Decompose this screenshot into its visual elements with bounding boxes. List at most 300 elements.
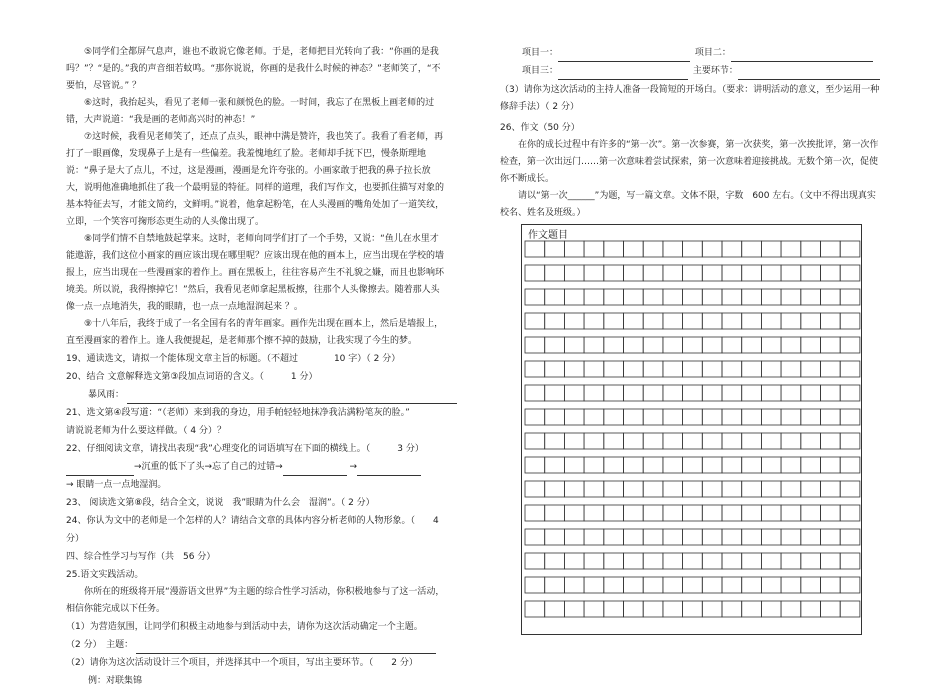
grid-cell[interactable] — [584, 361, 604, 377]
grid-cell[interactable] — [761, 241, 781, 257]
grid-cell[interactable] — [624, 481, 644, 497]
grid-cell[interactable] — [525, 385, 545, 401]
grid-cell[interactable] — [643, 337, 663, 353]
grid-cell[interactable] — [840, 553, 860, 569]
grid-cell[interactable] — [683, 457, 703, 473]
grid-cell[interactable] — [683, 409, 703, 425]
grid-cell[interactable] — [821, 361, 841, 377]
grid-cell[interactable] — [801, 409, 821, 425]
grid-cell[interactable] — [525, 601, 545, 617]
grid-cell[interactable] — [742, 385, 762, 401]
grid-cell[interactable] — [643, 553, 663, 569]
grid-cell[interactable] — [663, 505, 683, 521]
grid-cell[interactable] — [584, 337, 604, 353]
grid-cell[interactable] — [761, 313, 781, 329]
grid-cell[interactable] — [781, 241, 801, 257]
grid-cell[interactable] — [564, 385, 584, 401]
grid-cell[interactable] — [643, 577, 663, 593]
grid-cell[interactable] — [742, 577, 762, 593]
grid-cell[interactable] — [821, 385, 841, 401]
grid-cell[interactable] — [840, 241, 860, 257]
grid-cell[interactable] — [604, 505, 624, 521]
grid-cell[interactable] — [545, 553, 565, 569]
grid-cell[interactable] — [564, 241, 584, 257]
grid-cell[interactable] — [683, 385, 703, 401]
grid-cell[interactable] — [604, 433, 624, 449]
grid-cell[interactable] — [761, 481, 781, 497]
essay-grid[interactable] — [521, 224, 862, 635]
grid-cell[interactable] — [801, 289, 821, 305]
grid-cell[interactable] — [643, 433, 663, 449]
grid-cell[interactable] — [742, 289, 762, 305]
grid-cell[interactable] — [525, 241, 545, 257]
grid-cell[interactable] — [624, 313, 644, 329]
grid-cell[interactable] — [564, 265, 584, 281]
main-steps-line[interactable] — [738, 67, 880, 80]
question-22: 22、仔细阅读文章，请找出表现“我”心理变化的词语填写在下面的横线上。（ 3 分） — [66, 444, 424, 454]
grid-cell[interactable] — [525, 337, 545, 353]
grid-cell[interactable] — [624, 553, 644, 569]
grid-cell[interactable] — [604, 241, 624, 257]
grid-cell[interactable] — [525, 361, 545, 377]
grid-cell[interactable] — [525, 505, 545, 521]
grid-cell[interactable] — [722, 265, 742, 281]
grid-cell[interactable] — [545, 505, 565, 521]
grid-cell[interactable] — [781, 529, 801, 545]
grid-cell[interactable] — [840, 457, 860, 473]
grid-cell[interactable] — [821, 313, 841, 329]
grid-cell[interactable] — [624, 409, 644, 425]
grid-cell[interactable] — [840, 529, 860, 545]
grid-cell[interactable] — [564, 553, 584, 569]
grid-cell[interactable] — [564, 409, 584, 425]
grid-cell[interactable] — [781, 337, 801, 353]
grid-cell[interactable] — [801, 457, 821, 473]
grid-cell[interactable] — [781, 601, 801, 617]
grid-cell[interactable] — [525, 553, 545, 569]
grid-cell[interactable] — [722, 409, 742, 425]
grid-cell[interactable] — [683, 289, 703, 305]
grid-cell[interactable] — [742, 553, 762, 569]
grid-cell[interactable] — [742, 313, 762, 329]
grid-cell[interactable] — [604, 409, 624, 425]
grid-cell[interactable] — [821, 265, 841, 281]
grid-cell[interactable] — [840, 409, 860, 425]
grid-cell[interactable] — [702, 337, 722, 353]
grid-cell[interactable] — [742, 529, 762, 545]
grid-cell[interactable] — [663, 313, 683, 329]
grid-cell[interactable] — [801, 433, 821, 449]
grid-cell[interactable] — [761, 409, 781, 425]
grid-cell[interactable] — [624, 505, 644, 521]
grid-cell[interactable] — [545, 337, 565, 353]
grid-cell[interactable] — [525, 409, 545, 425]
grid-cell[interactable] — [840, 577, 860, 593]
grid-cell[interactable] — [545, 241, 565, 257]
grid-cell[interactable] — [604, 289, 624, 305]
grid-cell[interactable] — [781, 409, 801, 425]
grid-cell[interactable] — [761, 457, 781, 473]
grid-cell[interactable] — [604, 337, 624, 353]
grid-cell[interactable] — [840, 385, 860, 401]
grid-cell[interactable] — [801, 361, 821, 377]
grid-cell[interactable] — [525, 313, 545, 329]
grid-cell[interactable] — [683, 577, 703, 593]
grid-cell[interactable] — [643, 457, 663, 473]
grid-cell[interactable] — [722, 241, 742, 257]
grid-cell[interactable] — [742, 457, 762, 473]
grid-cell[interactable] — [722, 601, 742, 617]
grid-cell[interactable] — [761, 361, 781, 377]
grid-cell[interactable] — [722, 433, 742, 449]
grid-cell[interactable] — [840, 265, 860, 281]
grid-cell[interactable] — [761, 337, 781, 353]
grid-cell[interactable] — [742, 361, 762, 377]
grid-cell[interactable] — [781, 457, 801, 473]
grid-cell[interactable] — [840, 481, 860, 497]
grid-cell[interactable] — [584, 241, 604, 257]
grid-cell[interactable] — [564, 505, 584, 521]
grid-cell[interactable] — [801, 265, 821, 281]
grid-cell[interactable] — [683, 241, 703, 257]
grid-cell[interactable] — [564, 313, 584, 329]
grid-cell[interactable] — [840, 361, 860, 377]
grid-cell[interactable] — [564, 577, 584, 593]
items-row-2 — [500, 62, 880, 80]
grid-cell[interactable] — [624, 265, 644, 281]
grid-cell[interactable] — [545, 433, 565, 449]
grid-cell[interactable] — [643, 313, 663, 329]
grid-cell[interactable] — [545, 601, 565, 617]
grid-cell[interactable] — [564, 433, 584, 449]
grid-cell[interactable] — [643, 529, 663, 545]
question-24-b: 分） — [66, 534, 85, 544]
grid-cell[interactable] — [545, 529, 565, 545]
grid-cell[interactable] — [722, 481, 742, 497]
grid-cell[interactable] — [663, 337, 683, 353]
grid-cell[interactable] — [702, 601, 722, 617]
grid-cell[interactable] — [584, 553, 604, 569]
grid-cell[interactable] — [643, 265, 663, 281]
grid-cell[interactable] — [604, 553, 624, 569]
grid-cell[interactable] — [663, 601, 683, 617]
grid-cell[interactable] — [702, 409, 722, 425]
item-1-line[interactable] — [558, 49, 690, 62]
grid-cell[interactable] — [545, 481, 565, 497]
grid-cell[interactable] — [722, 457, 742, 473]
grid-cell[interactable] — [683, 601, 703, 617]
grid-cell[interactable] — [584, 433, 604, 449]
grid-cell[interactable] — [643, 289, 663, 305]
grid-cell[interactable] — [604, 265, 624, 281]
question-26-prompt: 在你的成长过程中有许多的“第一次”。第一次参赛，第一次获奖，第一次挨批评，第一次作检查，第一次出远门……第一次意味着尝试探索，第一次意味着迎接挑战。无数个第一次，促使你不断成长。 — [500, 140, 879, 184]
grid-cell[interactable] — [702, 289, 722, 305]
grid-cell[interactable] — [624, 241, 644, 257]
grid-cell[interactable] — [683, 361, 703, 377]
grid-cell[interactable] — [722, 505, 742, 521]
grid-cell[interactable] — [801, 529, 821, 545]
grid-cell[interactable] — [781, 385, 801, 401]
grid-cell[interactable] — [624, 385, 644, 401]
grid-cell[interactable] — [564, 529, 584, 545]
grid-cell[interactable] — [643, 241, 663, 257]
grid-cell[interactable] — [781, 577, 801, 593]
grid-cell[interactable] — [683, 529, 703, 545]
grid-cell[interactable] — [821, 505, 841, 521]
grid-cell[interactable] — [525, 457, 545, 473]
grid-cell[interactable] — [643, 409, 663, 425]
grid-cell[interactable] — [742, 601, 762, 617]
grid-cell[interactable] — [584, 481, 604, 497]
grid-cell[interactable] — [702, 313, 722, 329]
grid-cell[interactable] — [564, 601, 584, 617]
grid-cell[interactable] — [761, 529, 781, 545]
grid-cell[interactable] — [722, 577, 742, 593]
grid-cell[interactable] — [722, 385, 742, 401]
grid-cell[interactable] — [545, 577, 565, 593]
grid-cell[interactable] — [624, 289, 644, 305]
grid-cell[interactable] — [742, 265, 762, 281]
right-column — [500, 44, 880, 222]
grid-cell[interactable] — [702, 361, 722, 377]
grid-cell[interactable] — [545, 265, 565, 281]
grid-cell[interactable] — [821, 409, 841, 425]
grid-cell[interactable] — [781, 505, 801, 521]
grid-cell[interactable] — [702, 553, 722, 569]
grid-cell[interactable] — [801, 241, 821, 257]
grid-cell[interactable] — [604, 601, 624, 617]
grid-cell[interactable] — [761, 433, 781, 449]
grid-cell[interactable] — [761, 577, 781, 593]
grid-cell[interactable] — [624, 457, 644, 473]
grid-cell[interactable] — [840, 601, 860, 617]
grid-cell[interactable] — [722, 553, 742, 569]
grid-cell[interactable] — [742, 433, 762, 449]
grid-cell[interactable] — [545, 361, 565, 377]
grid-cell[interactable] — [663, 265, 683, 281]
grid-cell[interactable] — [702, 481, 722, 497]
grid-cell[interactable] — [761, 553, 781, 569]
grid-cell[interactable] — [564, 481, 584, 497]
grid-cell[interactable] — [840, 433, 860, 449]
grid-cell[interactable] — [545, 313, 565, 329]
grid-cell[interactable] — [683, 433, 703, 449]
grid-cell[interactable] — [742, 409, 762, 425]
grid-cell[interactable] — [564, 289, 584, 305]
grid-cell[interactable] — [702, 385, 722, 401]
grid-cell[interactable] — [781, 553, 801, 569]
grid-cell[interactable] — [604, 313, 624, 329]
grid-cell[interactable] — [663, 409, 683, 425]
grid-cell[interactable] — [643, 601, 663, 617]
grid-cell[interactable] — [761, 385, 781, 401]
grid-cell[interactable] — [821, 289, 841, 305]
item-2-line[interactable] — [731, 49, 873, 62]
question-20: 20、结合 文意解释选文第③段加点词语的含义。（ 1 分） — [66, 372, 318, 382]
grid-cell[interactable] — [761, 289, 781, 305]
grid-cell[interactable] — [663, 433, 683, 449]
grid-cell[interactable] — [840, 313, 860, 329]
answer-line-22a[interactable] — [66, 463, 134, 476]
essay-grid-cells[interactable] — [522, 225, 861, 634]
grid-cell[interactable] — [801, 337, 821, 353]
grid-cell[interactable] — [545, 409, 565, 425]
grid-cell[interactable] — [525, 433, 545, 449]
grid-cell[interactable] — [663, 553, 683, 569]
grid-cell[interactable] — [742, 337, 762, 353]
section-4-heading: 四、综合性学习与写作（共 56 分） — [66, 552, 216, 562]
grid-cell[interactable] — [801, 505, 821, 521]
grid-cell[interactable] — [781, 289, 801, 305]
grid-cell[interactable] — [663, 529, 683, 545]
grid-cell[interactable] — [643, 361, 663, 377]
grid-cell[interactable] — [683, 553, 703, 569]
grid-cell[interactable] — [821, 337, 841, 353]
grid-cell[interactable] — [643, 385, 663, 401]
grid-cell[interactable] — [801, 553, 821, 569]
grid-cell[interactable] — [702, 457, 722, 473]
grid-cell[interactable] — [604, 481, 624, 497]
passage-paragraph-8: ⑧同学们情不自禁地鼓起掌来。这时，老师向同学们打了一个手势，又说：“鱼儿在水里才能遨游，我们这位小画家的画应该出现在哪里呢？应该出现在他的画本上，应当出现在学校的墙报上，应当出现在一些漫画家的着作上。画在黑板上，往往容易产生不礼貌之嫌，而且也影响环境美。所以说，我得擦掉它！”然后，我看见老师拿起黑板擦，往那个人头像擦去。随着那人头像一点一点地消失，我的眼睛，也一点一点地湿润起来 ？。 — [66, 234, 445, 312]
grid-cell[interactable] — [761, 265, 781, 281]
grid-cell[interactable] — [525, 577, 545, 593]
grid-cell[interactable] — [624, 577, 644, 593]
grid-cell[interactable] — [761, 505, 781, 521]
question-21: 21、选文第④段写道：“（老师）来到我的身边，用手帕轻轻地抹净我沾满粉笔灰的脸。” — [66, 408, 410, 418]
grid-cell[interactable] — [742, 505, 762, 521]
grid-cell[interactable] — [584, 313, 604, 329]
grid-cell[interactable] — [702, 433, 722, 449]
grid-cell[interactable] — [683, 337, 703, 353]
grid-cell[interactable] — [683, 313, 703, 329]
grid-cell[interactable] — [584, 505, 604, 521]
grid-cell[interactable] — [840, 289, 860, 305]
grid-cell[interactable] — [821, 433, 841, 449]
grid-cell[interactable] — [643, 481, 663, 497]
grid-cell[interactable] — [584, 409, 604, 425]
grid-cell[interactable] — [545, 457, 565, 473]
grid-cell[interactable] — [584, 601, 604, 617]
grid-cell[interactable] — [801, 481, 821, 497]
grid-cell[interactable] — [722, 313, 742, 329]
grid-cell[interactable] — [840, 505, 860, 521]
grid-cell[interactable] — [821, 481, 841, 497]
answer-line-22b[interactable] — [283, 463, 347, 476]
grid-cell[interactable] — [584, 457, 604, 473]
grid-cell[interactable] — [801, 601, 821, 617]
grid-cell[interactable] — [604, 577, 624, 593]
grid-cell[interactable] — [722, 289, 742, 305]
grid-cell[interactable] — [683, 481, 703, 497]
item-3-line[interactable] — [558, 67, 688, 80]
grid-cell[interactable] — [702, 529, 722, 545]
grid-cell[interactable] — [781, 361, 801, 377]
grid-cell[interactable] — [604, 457, 624, 473]
item-1-label: 项目一： — [522, 48, 559, 58]
grid-cell[interactable] — [840, 337, 860, 353]
grid-cell[interactable] — [663, 289, 683, 305]
grid-cell[interactable] — [564, 361, 584, 377]
grid-cell[interactable] — [624, 337, 644, 353]
grid-cell[interactable] — [821, 601, 841, 617]
passage-paragraph-9: ⑨十八年后，我终于成了一名全国有名的青年画家。画作先出现在画本上，然后是墙报上，直至漫画家的着作上。逢人我便提起，是老师那个擦不掉的鼓励，让我实现了今生的梦。 — [66, 319, 444, 346]
grid-cell[interactable] — [702, 265, 722, 281]
grid-cell[interactable] — [821, 577, 841, 593]
grid-cell[interactable] — [801, 313, 821, 329]
grid-cell[interactable] — [663, 361, 683, 377]
grid-cell[interactable] — [702, 577, 722, 593]
grid-cell[interactable] — [742, 241, 762, 257]
main-steps-label: 主要环节： — [692, 66, 738, 76]
grid-cell[interactable] — [742, 481, 762, 497]
grid-cell[interactable] — [604, 361, 624, 377]
grid-cell[interactable] — [624, 361, 644, 377]
answer-line-22c[interactable] — [357, 463, 421, 476]
grid-cell[interactable] — [801, 577, 821, 593]
grid-cell[interactable] — [821, 241, 841, 257]
grid-cell[interactable] — [781, 433, 801, 449]
grid-cell[interactable] — [564, 337, 584, 353]
grid-cell[interactable] — [584, 529, 604, 545]
grid-cell[interactable] — [545, 385, 565, 401]
grid-cell[interactable] — [624, 601, 644, 617]
answer-line-20[interactable] — [127, 391, 457, 404]
question-25-1: （1）为营造氛围，让同学们积极主动地参与到活动中去，请你为这次活动确定一个主题。 — [66, 622, 423, 632]
question-23: 23、 阅读选文第⑧段，结合全文，说说 我”眼睛为什么会 湿润”。（ 2 分） — [66, 498, 375, 508]
grid-cell[interactable] — [722, 337, 742, 353]
grid-cell[interactable] — [525, 265, 545, 281]
grid-cell[interactable] — [584, 577, 604, 593]
grid-cell[interactable] — [525, 289, 545, 305]
grid-cell[interactable] — [683, 505, 703, 521]
grid-cell[interactable] — [722, 361, 742, 377]
grid-cell[interactable] — [821, 457, 841, 473]
grid-cell[interactable] — [584, 265, 604, 281]
grid-cell[interactable] — [821, 529, 841, 545]
grid-cell[interactable] — [722, 529, 742, 545]
grid-cell[interactable] — [643, 505, 663, 521]
grid-cell[interactable] — [781, 481, 801, 497]
grid-cell[interactable] — [624, 529, 644, 545]
grid-cell[interactable] — [525, 529, 545, 545]
grid-cell[interactable] — [525, 481, 545, 497]
question-26-requirement: 请以“第一次______”为题，写一篇文章。文体不限，字数 600 左右。（文中不得出现真实校名、姓名及班级。） — [500, 191, 876, 218]
grid-cell[interactable] — [781, 265, 801, 281]
grid-cell[interactable] — [801, 385, 821, 401]
question-19: 19、通读选文，请拟一个能体现文章主旨的标题。（不超过 10 字）（ 2 分） — [66, 354, 401, 364]
grid-cell[interactable] — [604, 529, 624, 545]
grid-cell[interactable] — [761, 601, 781, 617]
grid-cell[interactable] — [584, 289, 604, 305]
theme-answer-line[interactable] — [136, 641, 436, 654]
grid-cell[interactable] — [584, 385, 604, 401]
grid-cell[interactable] — [663, 481, 683, 497]
grid-cell[interactable] — [564, 457, 584, 473]
grid-cell[interactable] — [663, 385, 683, 401]
grid-cell[interactable] — [781, 313, 801, 329]
grid-cell[interactable] — [604, 385, 624, 401]
grid-cell[interactable] — [624, 433, 644, 449]
grid-cell[interactable] — [702, 241, 722, 257]
grid-cell[interactable] — [821, 553, 841, 569]
grid-cell[interactable] — [683, 265, 703, 281]
grid-cell[interactable] — [663, 577, 683, 593]
grid-cell[interactable] — [702, 505, 722, 521]
grid-cell[interactable] — [545, 289, 565, 305]
grid-cell[interactable] — [663, 241, 683, 257]
grid-cell[interactable] — [663, 457, 683, 473]
item-3-label: 项目三： — [522, 66, 559, 76]
